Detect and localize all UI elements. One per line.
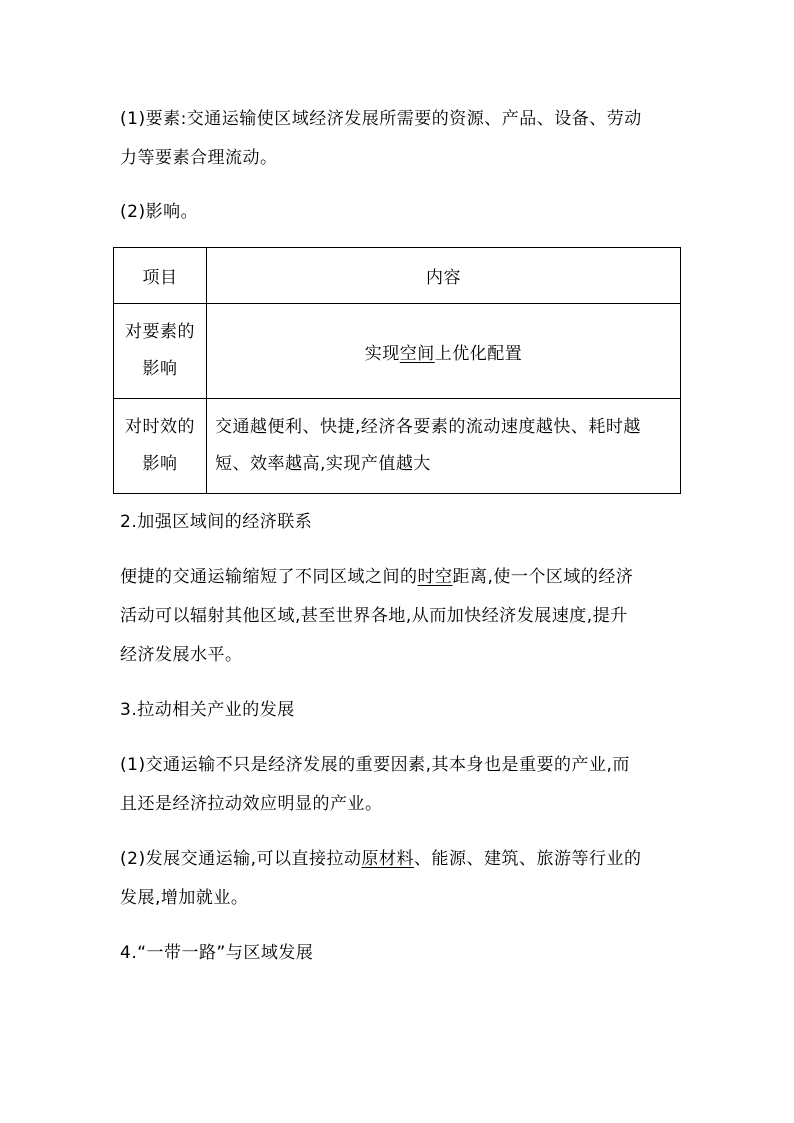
item-line2: 影响 [142,454,178,474]
table-cell-item [114,399,207,494]
section2-line3: 经济发展水平。 [120,645,243,665]
table-row [114,304,681,399]
content-text-pre: 实现 [364,343,400,364]
section-heading-3: 3.拉动相关产业的发展 [120,700,295,720]
table-header-content: 内容 [207,248,681,304]
section3-p2-line1-post: 、能源、建筑、旅游等行业的 [413,849,642,869]
content-line1: 交通越便利、快捷,经济各要素的流动速度越快、耗时越 [215,417,641,437]
table-cell-content [207,399,681,494]
section3-p2-line2: 发展,增加就业。 [120,888,249,908]
section2-line1 [120,567,633,587]
section3-p2-line1-underlined: 原材料 [361,849,414,869]
section3-p2-line1 [120,849,641,869]
section-heading-4: 4.“一带一路”与区域发展 [120,943,314,963]
section2-line1-post: 距离,使一个区域的经济 [452,567,634,587]
table-header-row [114,248,681,304]
section2-line1-pre: 便捷的交通运输缩短了不同区域之间的 [120,567,418,587]
influence-table [113,247,681,494]
table-cell-content [207,304,681,399]
section2-line1-underlined: 时空 [417,567,453,587]
item-line2: 影响 [142,359,178,379]
section3-p1-line2: 且还是经济拉动效应明显的产业。 [120,794,383,814]
content-text-underlined: 空间 [399,343,435,364]
paragraph-elements-line1: (1)要素:交通运输使区域经济发展所需要的资源、产品、设备、劳动 [120,109,642,129]
item-line1: 对要素的 [125,322,195,342]
section-heading-2: 2.加强区域间的经济联系 [120,512,313,532]
paragraph-influence: (2)影响。 [120,202,199,222]
table-cell-item [114,304,207,399]
table-header-item: 项目 [114,248,207,304]
section3-p1-line1: (1)交通运输不只是经济发展的重要因素,其本身也是重要的产业,而 [120,755,630,775]
content-line2: 短、效率越高,实现产值越大 [215,454,431,474]
table-row [114,399,681,494]
paragraph-elements-line2: 力等要素合理流动。 [120,148,278,168]
section3-p2-line1-pre: (2)发展交通运输,可以直接拉动 [120,849,362,869]
content-text-post: 上优化配置 [434,343,523,364]
section2-line2: 活动可以辐射其他区域,甚至世界各地,从而加快经济发展速度,提升 [120,606,628,626]
item-line1: 对时效的 [125,417,195,437]
